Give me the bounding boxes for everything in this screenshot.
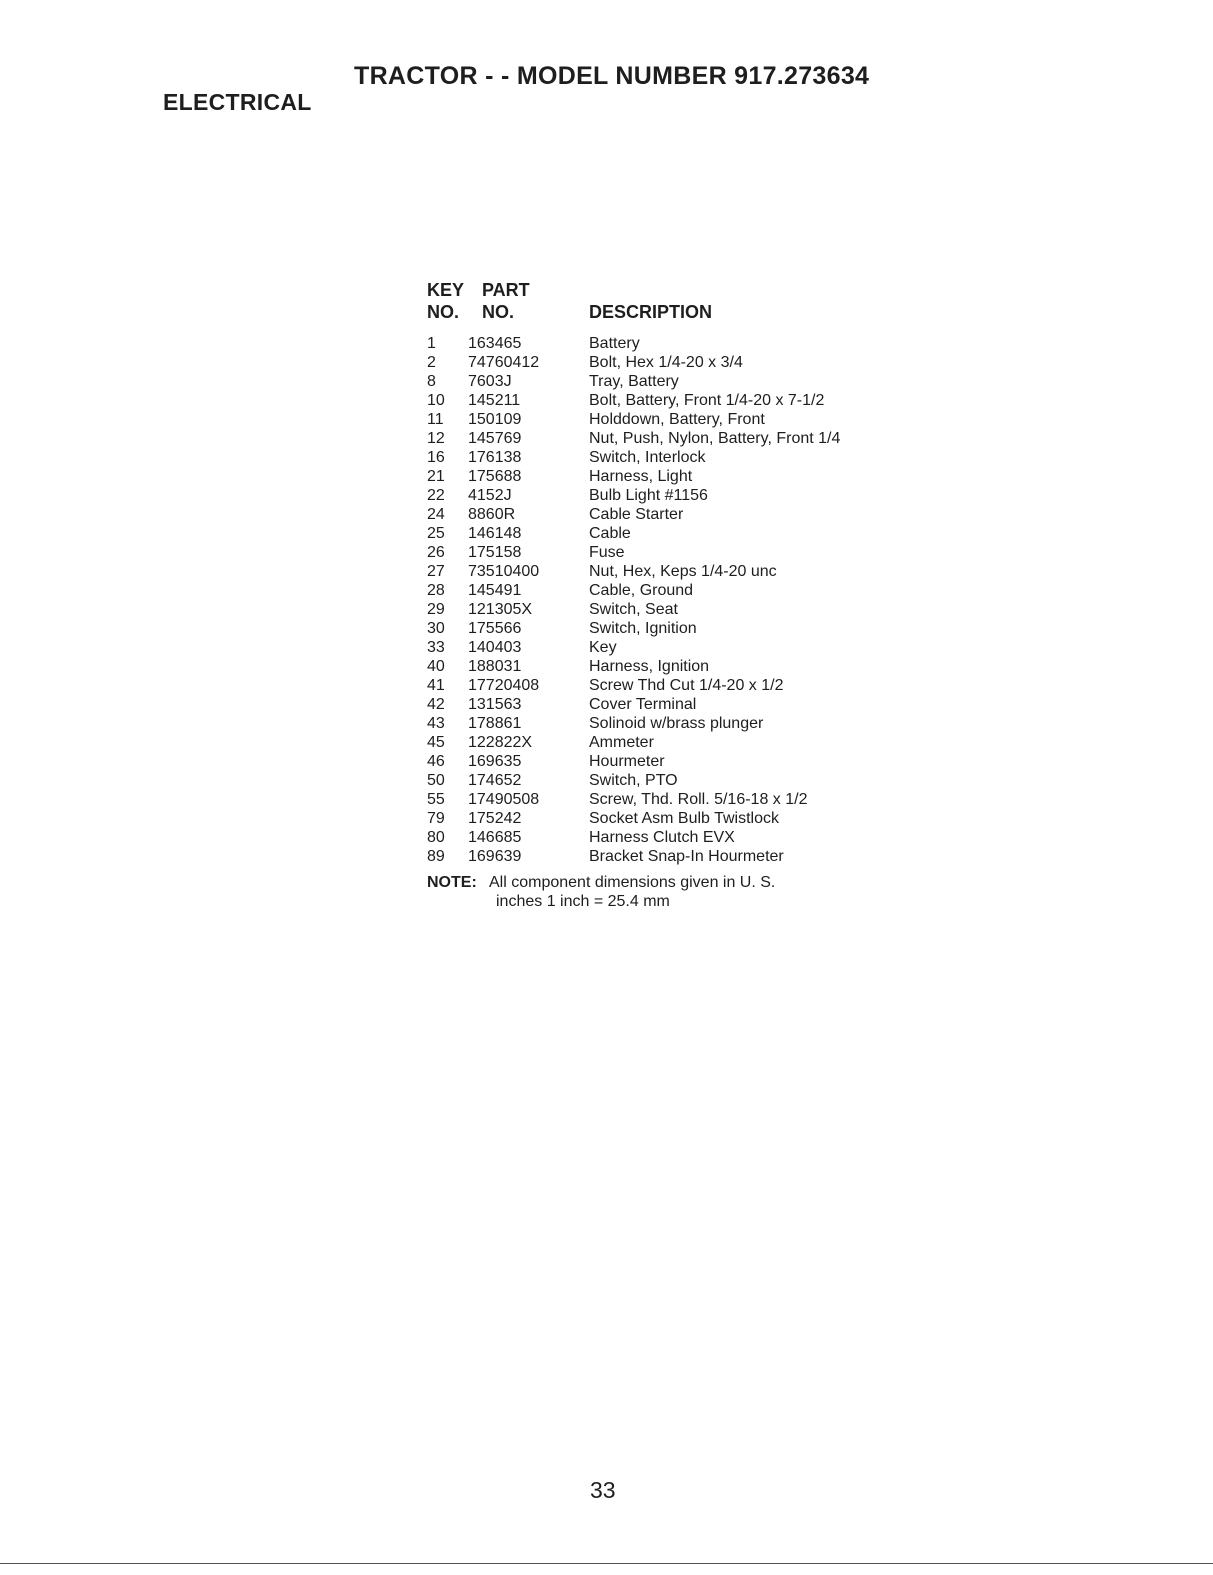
description-cell: Screw, Thd. Roll. 5/16-18 x 1/2 (589, 791, 808, 808)
part-no-cell: 163465 (468, 335, 522, 352)
part-no-cell: 146685 (468, 829, 522, 846)
note-line-1: All component dimensions given in U. S. (489, 874, 776, 891)
part-no-cell: 175688 (468, 468, 522, 485)
table-row (427, 695, 907, 714)
description-cell: Cover Terminal (589, 696, 697, 713)
table-row (427, 847, 907, 866)
part-no-cell: 175242 (468, 810, 522, 827)
part-no-cell: 174652 (468, 772, 522, 789)
table-row (427, 771, 907, 790)
description-cell: Key (589, 639, 617, 656)
key-no-cell: 29 (427, 601, 445, 618)
description-cell: Switch, Interlock (589, 449, 706, 466)
table-row (427, 372, 907, 391)
key-no-cell: 10 (427, 392, 445, 409)
table-row (427, 676, 907, 695)
part-no-cell: 74760412 (468, 354, 540, 371)
key-no-cell: 27 (427, 563, 445, 580)
key-no-cell: 22 (427, 487, 445, 504)
key-no-cell: 46 (427, 753, 445, 770)
table-row (427, 600, 907, 619)
note (427, 874, 907, 914)
key-no-cell: 50 (427, 772, 445, 789)
description-header: DESCRIPTION (589, 302, 713, 322)
description-cell: Cable (589, 525, 631, 542)
part-no-cell: 7603J (468, 373, 512, 390)
table-row (427, 733, 907, 752)
key-no-cell: 45 (427, 734, 445, 751)
part-no-cell: 178861 (468, 715, 522, 732)
description-cell: Harness, Ignition (589, 658, 710, 675)
table-row (427, 581, 907, 600)
key-no-cell: 2 (427, 354, 436, 371)
key-no-cell: 8 (427, 373, 436, 390)
parts-list (427, 280, 907, 914)
description-cell: Switch, PTO (589, 772, 678, 789)
part-no-header-line2: NO. (482, 302, 515, 322)
bottom-rule (0, 1563, 1213, 1564)
key-no-cell: 41 (427, 677, 445, 694)
description-cell: Nut, Push, Nylon, Battery, Front 1/4 (589, 430, 841, 447)
table-row (427, 410, 907, 429)
table-row (427, 448, 907, 467)
part-no-cell: 17490508 (468, 791, 540, 808)
parts-rows (427, 334, 907, 866)
key-no-cell: 42 (427, 696, 445, 713)
description-cell: Harness Clutch EVX (589, 829, 735, 846)
description-cell: Harness, Light (589, 468, 693, 485)
description-cell: Solinoid w/brass plunger (589, 715, 764, 732)
description-cell: Bolt, Battery, Front 1/4-20 x 7-1/2 (589, 392, 825, 409)
page-title: TRACTOR - - MODEL NUMBER 917.273634 (354, 62, 870, 90)
description-cell: Socket Asm Bulb Twistlock (589, 810, 779, 827)
note-line-2: inches 1 inch = 25.4 mm (496, 893, 670, 910)
key-no-header-line2: NO. (427, 302, 460, 322)
key-no-cell: 30 (427, 620, 445, 637)
description-cell: Battery (589, 335, 640, 352)
section-title: ELECTRICAL (163, 89, 312, 115)
table-row (427, 505, 907, 524)
part-no-cell: 169635 (468, 753, 522, 770)
table-row (427, 619, 907, 638)
description-cell: Bulb Light #1156 (589, 487, 708, 504)
key-no-cell: 55 (427, 791, 445, 808)
part-no-cell: 175566 (468, 620, 522, 637)
part-no-cell: 175158 (468, 544, 522, 561)
key-no-cell: 89 (427, 848, 445, 865)
table-row (427, 828, 907, 847)
part-no-cell: 176138 (468, 449, 522, 466)
note-label: NOTE: (427, 874, 477, 891)
table-row (427, 391, 907, 410)
description-cell: Tray, Battery (589, 373, 679, 390)
description-cell: Nut, Hex, Keps 1/4-20 unc (589, 563, 777, 580)
table-row (427, 429, 907, 448)
table-row (427, 638, 907, 657)
key-no-cell: 26 (427, 544, 445, 561)
part-no-cell: 140403 (468, 639, 522, 656)
part-no-cell: 131563 (468, 696, 522, 713)
table-row (427, 334, 907, 353)
part-no-cell: 17720408 (468, 677, 540, 694)
page-number: 33 (590, 1477, 616, 1503)
table-row (427, 714, 907, 733)
part-no-cell: 169639 (468, 848, 522, 865)
part-no-cell: 145769 (468, 430, 522, 447)
description-cell: Bracket Snap-In Hourmeter (589, 848, 784, 865)
key-no-cell: 11 (427, 411, 444, 428)
key-no-cell: 12 (427, 430, 445, 447)
part-no-cell: 4152J (468, 487, 512, 504)
description-cell: Cable Starter (589, 506, 684, 523)
part-no-cell: 145491 (468, 582, 522, 599)
part-no-cell: 8860R (468, 506, 516, 523)
key-no-cell: 40 (427, 658, 445, 675)
part-no-cell: 188031 (468, 658, 522, 675)
key-no-cell: 21 (427, 468, 445, 485)
parts-list-header (427, 280, 907, 334)
part-no-cell: 150109 (468, 411, 522, 428)
key-no-cell: 1 (427, 335, 436, 352)
key-no-cell: 79 (427, 810, 445, 827)
key-no-cell: 16 (427, 449, 445, 466)
key-no-cell: 80 (427, 829, 445, 846)
table-row (427, 752, 907, 771)
table-row (427, 562, 907, 581)
key-no-cell: 43 (427, 715, 445, 732)
key-no-header-line1: KEY (427, 280, 465, 300)
description-cell: Switch, Ignition (589, 620, 697, 637)
description-cell: Hourmeter (589, 753, 665, 770)
table-row (427, 486, 907, 505)
part-no-cell: 121305X (468, 601, 533, 618)
description-cell: Switch, Seat (589, 601, 678, 618)
part-no-cell: 73510400 (468, 563, 540, 580)
description-cell: Cable, Ground (589, 582, 694, 599)
table-row (427, 467, 907, 486)
table-row (427, 524, 907, 543)
description-cell: Fuse (589, 544, 625, 561)
table-row (427, 543, 907, 562)
part-no-cell: 145211 (468, 392, 521, 409)
part-no-cell: 122822X (468, 734, 533, 751)
description-cell: Bolt, Hex 1/4-20 x 3/4 (589, 354, 743, 371)
table-row (427, 790, 907, 809)
description-cell: Ammeter (589, 734, 654, 751)
table-row (427, 353, 907, 372)
key-no-cell: 33 (427, 639, 445, 656)
key-no-cell: 25 (427, 525, 445, 542)
part-no-header-line1: PART (482, 280, 530, 300)
description-cell: Holddown, Battery, Front (589, 411, 765, 428)
key-no-cell: 24 (427, 506, 445, 523)
part-no-cell: 146148 (468, 525, 522, 542)
table-row (427, 657, 907, 676)
description-cell: Screw Thd Cut 1/4-20 x 1/2 (589, 677, 784, 694)
key-no-cell: 28 (427, 582, 445, 599)
table-row (427, 809, 907, 828)
